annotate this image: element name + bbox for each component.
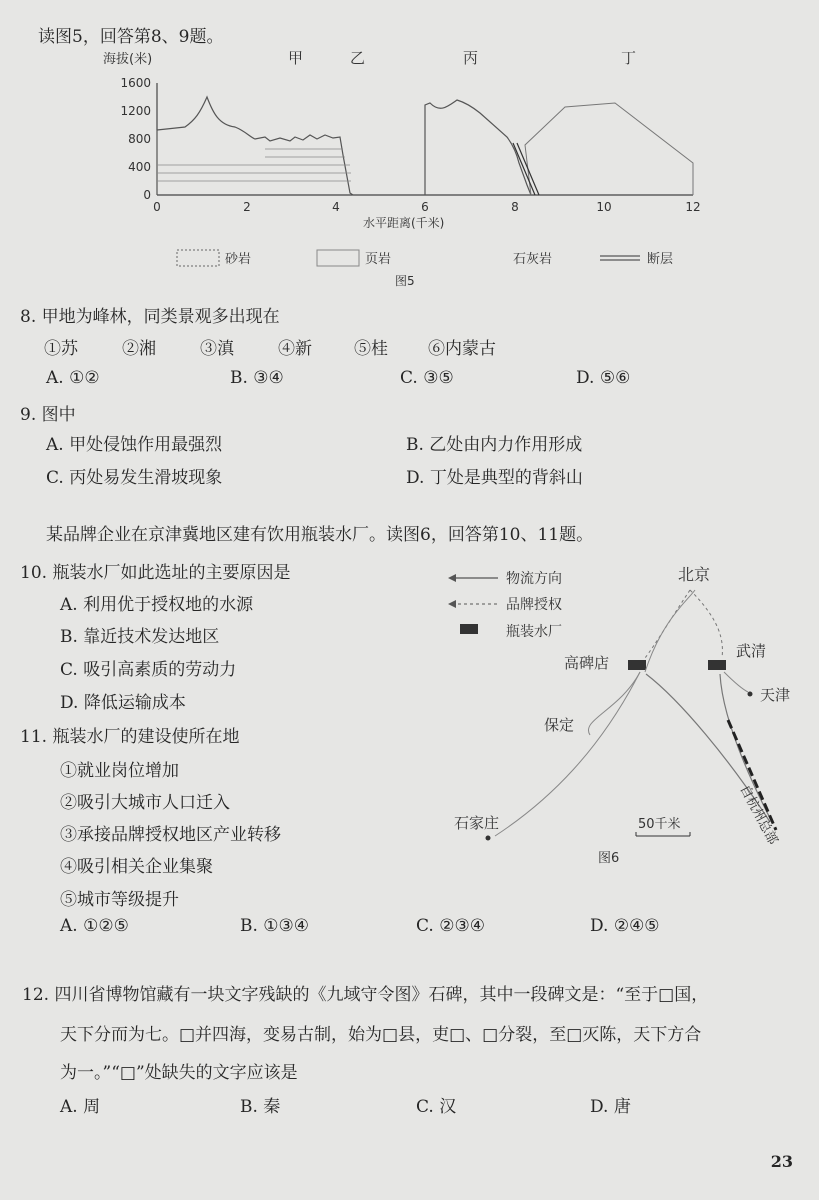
q8-item: ⑥内蒙古 — [428, 339, 496, 359]
legend-factory: 瓶装水厂 — [506, 624, 562, 640]
figure-5-profile — [95, 45, 735, 295]
fig5-ytick: 1600 — [120, 76, 151, 90]
q9-option-c[interactable]: C. 丙处易发生滑坡现象 — [46, 468, 223, 488]
legend-shale: 页岩 — [365, 252, 392, 267]
q11-stem: 11. 瓶装水厂的建设使所在地 — [20, 727, 240, 747]
q12-line1: 12. 四川省博物馆藏有一块文字残缺的《九域守令图》石碑，其中一段碑文是：“至于□国， — [22, 985, 709, 1005]
place-baoding: 保定 — [544, 716, 575, 734]
q12-option-a[interactable]: A. 周 — [60, 1097, 101, 1117]
q11-item: ④吸引相关企业集聚 — [60, 857, 213, 877]
fig5-label-bing: 丙 — [463, 49, 479, 67]
brand-arrow — [690, 590, 722, 658]
intro-q8-9: 读图5，回答第8、9题。 — [38, 27, 224, 47]
q8-option-c[interactable]: C. ③⑤ — [400, 368, 454, 388]
fig5-terrain-right — [525, 103, 693, 195]
fig5-ytick: 1200 — [120, 104, 151, 118]
fig5-label-jia: 甲 — [288, 49, 304, 67]
q11-option-d[interactable]: D. ②④⑤ — [590, 916, 660, 936]
q12-option-b[interactable]: B. 秦 — [240, 1097, 281, 1117]
q8-item: ①苏 — [44, 339, 78, 359]
q10-option-c[interactable]: C. 吸引高素质的劳动力 — [60, 660, 237, 680]
q12-line3: 为一。”“□”处缺失的文字应该是 — [60, 1063, 298, 1083]
scale-label: 50千米 — [638, 817, 681, 832]
place-tianjin: 天津 — [760, 686, 791, 704]
q8-stem: 8. 甲地为峰林，同类景观多出现在 — [20, 307, 280, 327]
q8-option-a[interactable]: A. ①② — [46, 368, 100, 388]
q9-option-b[interactable]: B. 乙处由内力作用形成 — [406, 435, 583, 455]
fig5-strata — [157, 149, 351, 181]
q9-stem: 9. 图中 — [20, 405, 76, 425]
factory-icon — [708, 660, 726, 670]
fig5-label-ding: 丁 — [621, 49, 637, 67]
place-wuqing: 武清 — [736, 642, 767, 660]
fig5-xtick: 2 — [243, 200, 251, 214]
legend-fault: 断层 — [647, 252, 674, 267]
q8-item: ④新 — [278, 339, 312, 359]
q11-item: ③承接品牌授权地区产业转移 — [60, 825, 281, 845]
fig5-fault — [513, 143, 535, 195]
q8-item: ⑤桂 — [354, 339, 388, 359]
factory-icon — [460, 624, 478, 634]
q9-option-d[interactable]: D. 丁处是典型的背斜山 — [406, 468, 583, 488]
legend-logistics: 物流方向 — [506, 571, 562, 587]
legend-limestone: 石灰岩 — [513, 252, 553, 267]
q10-option-b[interactable]: B. 靠近技术发达地区 — [60, 627, 220, 647]
fig5-terrain-left — [157, 97, 353, 195]
fig5-xtick: 10 — [596, 200, 612, 214]
fig5-caption: 图5 — [395, 274, 415, 288]
fig5-xtick: 0 — [153, 200, 161, 214]
fig5-xtick: 4 — [332, 200, 340, 214]
tianjin-dot — [748, 692, 753, 697]
q11-option-c[interactable]: C. ②③④ — [416, 916, 485, 936]
q10-option-d[interactable]: D. 降低运输成本 — [60, 693, 186, 713]
q11-item: ⑤城市等级提升 — [60, 890, 179, 910]
fig5-y-axis-title: 海拔(米) — [103, 52, 153, 67]
legend-sandstone-swatch — [177, 250, 219, 266]
q11-item: ②吸引大城市人口迁入 — [60, 793, 230, 813]
figure-6-map — [440, 560, 810, 870]
fig6-caption: 图6 — [598, 851, 620, 866]
fig5-xtick: 8 — [511, 200, 519, 214]
q12-option-d[interactable]: D. 唐 — [590, 1097, 631, 1117]
fig5-x-axis-title: 水平距离(千米) — [363, 216, 445, 230]
q8-item: ③滇 — [200, 339, 234, 359]
logistics-arrow — [724, 672, 748, 692]
factory-icon — [628, 660, 646, 670]
q8-item: ②湘 — [122, 339, 156, 359]
fig5-xtick: 6 — [421, 200, 429, 214]
logistics-arrow — [495, 672, 640, 836]
q11-item: ①就业岗位增加 — [60, 761, 179, 781]
fig5-label-yi: 乙 — [350, 49, 366, 67]
place-shijiazhuang: 石家庄 — [454, 814, 500, 832]
place-gaobeidian: 高碑店 — [564, 654, 610, 672]
q10-option-a[interactable]: A. 利用优于授权地的水源 — [60, 595, 254, 615]
logistics-arrow — [645, 590, 695, 672]
fig5-ytick: 400 — [128, 160, 151, 174]
fig5-ytick: 800 — [128, 132, 151, 146]
q12-option-c[interactable]: C. 汉 — [416, 1097, 457, 1117]
shijiazhuang-dot — [486, 836, 491, 841]
q11-option-a[interactable]: A. ①②⑤ — [60, 916, 129, 936]
q8-option-b[interactable]: B. ③④ — [230, 368, 284, 388]
page-number: 23 — [770, 1152, 793, 1171]
fig5-ytick: 0 — [143, 188, 151, 202]
q12-line2: 天下分而为七。□并四海，变易古制，始为□县，吏□、□分裂，至□灭陈，天下方合 — [60, 1025, 702, 1045]
fig5-xtick: 12 — [685, 200, 701, 214]
place-beijing: 北京 — [678, 565, 711, 584]
route-label: 自杭州总部 — [736, 782, 781, 848]
q9-option-a[interactable]: A. 甲处侵蚀作用最强烈 — [46, 435, 223, 455]
legend-brand: 品牌授权 — [506, 597, 562, 613]
q11-option-b[interactable]: B. ①③④ — [240, 916, 310, 936]
q10-stem: 10. 瓶装水厂如此选址的主要原因是 — [20, 563, 291, 583]
legend-shale-swatch — [317, 250, 359, 266]
legend-sandstone: 砂岩 — [225, 252, 252, 267]
intro-q10-11: 某品牌企业在京津冀地区建有饮用瓶装水厂。读图6，回答第10、11题。 — [46, 525, 594, 545]
q8-option-d[interactable]: D. ⑤⑥ — [576, 368, 631, 388]
logistics-arrow — [588, 672, 640, 735]
